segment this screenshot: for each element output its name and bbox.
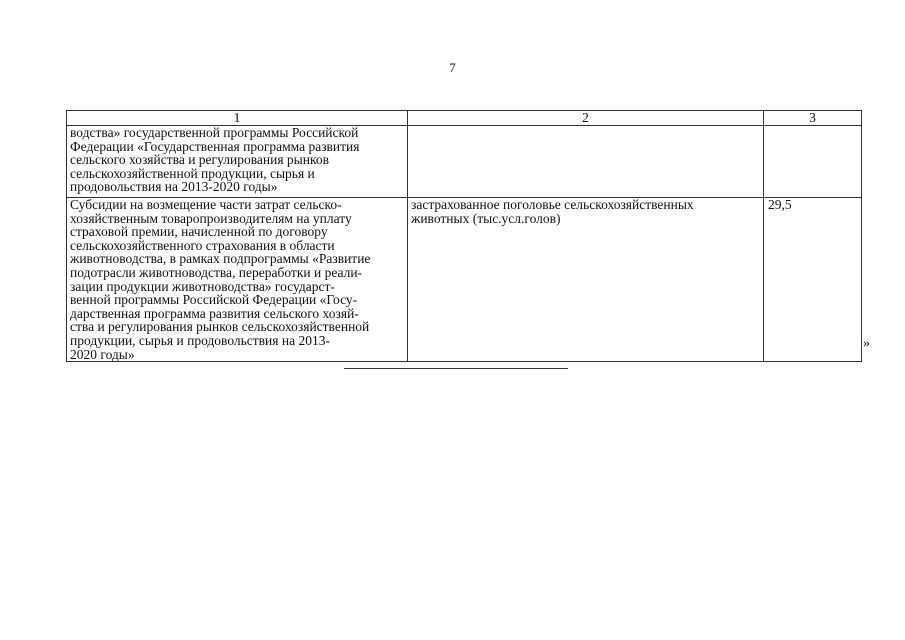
text-line: животных (тыс.усл.голов) [411, 210, 561, 226]
text-line: дарственная программа развития сельского хозяй- [70, 305, 359, 321]
text-line: сельского хозяйства и регулирования рынков [70, 152, 329, 168]
text-line: подотрасли животноводства, переработки и реали- [70, 264, 363, 280]
text-line: Федерации «Государственная программа развития [70, 138, 360, 154]
text-line: зации продукции животноводства» государст- [70, 278, 335, 294]
end-rule-divider [344, 368, 568, 369]
text-line: страховой премии, начисленной по договору [70, 224, 328, 240]
text-line: хозяйственным товаропроизводителям на уплату [70, 210, 352, 226]
text-line: сельскохозяйственного страхования в области [70, 237, 335, 253]
text-line: водства» государственной программы Российской [70, 125, 359, 140]
text-line: ства и регулирования рынков сельскохозяйственной [70, 319, 370, 335]
value-cell: 29,5 [764, 198, 862, 362]
page-number: 7 [449, 60, 456, 75]
text-line: венной программы Российской Федерации «Госу- [70, 292, 358, 308]
table-row [67, 198, 862, 362]
table-header-row [67, 111, 862, 126]
continuation-indicator-cell [408, 126, 764, 198]
continuation-description-cell [67, 126, 408, 198]
indicator-cell [408, 198, 764, 362]
text-line: продовольствия на 2013-2020 годы» [70, 179, 278, 195]
indicators-table [66, 110, 862, 362]
subsidy-description-cell [67, 198, 408, 362]
text-line: животноводства, в рамках подпрограммы «Развитие [70, 251, 371, 267]
text-line: 2020 годы» [70, 346, 135, 362]
column-header-3: 3 [764, 111, 862, 126]
text-line: застрахованное поголовье сельскохозяйственных [411, 197, 694, 212]
column-header-2: 2 [408, 111, 764, 126]
continuation-value-cell [764, 126, 862, 198]
closing-quote-mark: » [863, 336, 870, 351]
table-row [67, 126, 862, 198]
text-line: продукции, сырья и продовольствия на 2013- [70, 332, 330, 348]
text-line: Субсидии на возмещение части затрат сельско- [70, 197, 342, 212]
text-line: сельскохозяйственной продукции, сырья и [70, 165, 315, 181]
column-header-1: 1 [67, 111, 408, 126]
